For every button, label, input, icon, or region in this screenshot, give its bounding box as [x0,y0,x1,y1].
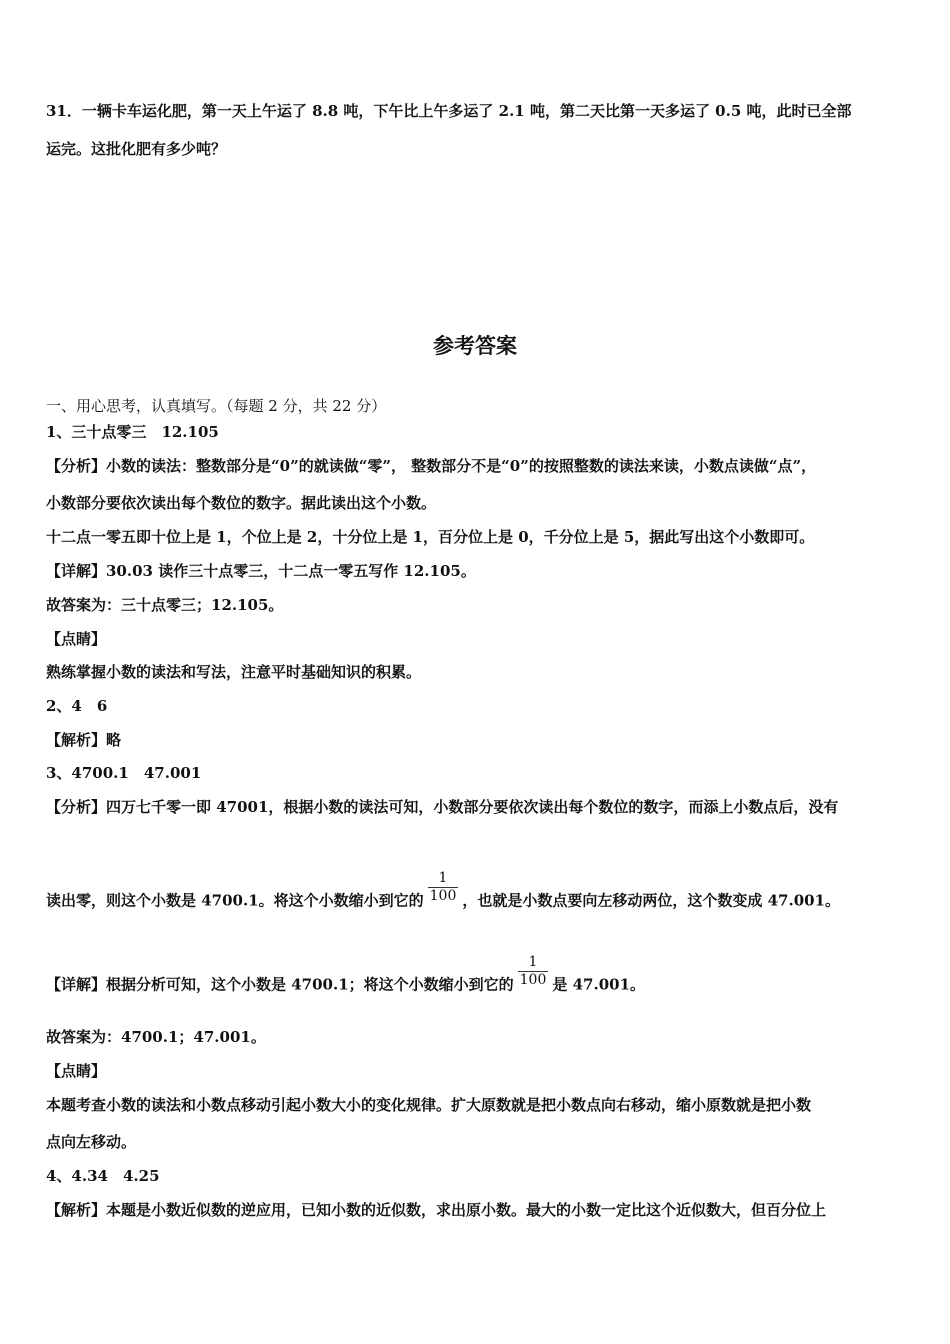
answer-3-analysis-post: ，也就是小数点要向左移动两位，这个数变成 47.001。 [462,891,841,910]
answer-1-analysis-line-3: 十二点一零五即十位上是 1，个位上是 2，十分位上是 1，百分位上是 0，千分位上是 5，据此写出这个小数即可。 [46,528,815,546]
fraction-denominator: 100 [429,888,457,904]
fraction-numerator: 1 [528,954,538,970]
answer-3-detail [46,954,908,1003]
fraction-one-hundredth [518,954,549,989]
answer-3-detail-pre: 【详解】根据分析可知，这个小数是 4700.1；将这个小数缩小到它的 [46,975,514,994]
answer-3-detail-post: 是 47.001。 [552,975,646,994]
answer-3-tip-line-2: 点向左移动。 [46,1133,137,1151]
answer-3-analysis-line-2 [46,870,908,919]
fraction-numerator: 1 [438,870,448,886]
answer-1-tip: 熟练掌握小数的读法和写法，注意平时基础知识的积累。 [46,663,422,681]
fraction-denominator: 100 [519,972,547,988]
section-1-heading: 一、用心思考，认真填写。（每题 2 分，共 22 分） [46,397,387,415]
answer-1-final: 故答案为：三十点零三；12.105。 [46,596,284,614]
answer-1-analysis-line-2: 小数部分要依次读出每个数位的数字。据此读出这个小数。 [46,494,437,512]
answers-title: 参考答案 [433,333,517,358]
fraction-one-hundredth [428,870,459,905]
answer-1-analysis-line-1: 【分析】小数的读法：整数部分是“0”的就读做“零”， 整数部分不是“0”的按照整数的读法来读，小数点读做“点”， [46,457,817,475]
answer-2-head: 2、4 6 [46,697,108,715]
answer-3-analysis-line-1: 【分析】四万七千零一即 47001，根据小数的读法可知，小数部分要依次读出每个数位的数字，而添上小数点后，没有 [46,798,839,816]
question-31-line-1: 31．一辆卡车运化肥，第一天上午运了 8.8 吨，下午比上午多运了 2.1 吨，第二天比第一天多运了 0.5 吨，此时已全部 [46,102,852,120]
answer-3-tip-line-1: 本题考查小数的读法和小数点移动引起小数大小的变化规律。扩大原数就是把小数点向右移动，缩小原数就是把小数 [46,1096,812,1114]
answer-3-tip-label: 【点睛】 [46,1062,107,1080]
answer-4-explain: 【解析】本题是小数近似数的逆应用，已知小数的近似数，求出原小数。最大的小数一定比这个近似数大，但百分位上 [46,1201,827,1219]
answer-1-head: 1、三十点零三 12.105 [46,423,219,441]
answer-3-head: 3、4700.1 47.001 [46,764,202,782]
answer-3-final: 故答案为：4700.1；47.001。 [46,1028,266,1046]
answer-4-head: 4、4.34 4.25 [46,1167,160,1185]
answer-1-tip-label: 【点睛】 [46,630,107,648]
answer-1-detail: 【详解】30.03 读作三十点零三，十二点一零五写作 12.105。 [46,562,476,580]
answer-2-explain: 【解析】略 [46,731,122,749]
answer-3-analysis-pre: 读出零，则这个小数是 4700.1。将这个小数缩小到它的 [46,891,424,910]
question-31-line-2: 运完。这批化肥有多少吨？ [46,140,227,158]
